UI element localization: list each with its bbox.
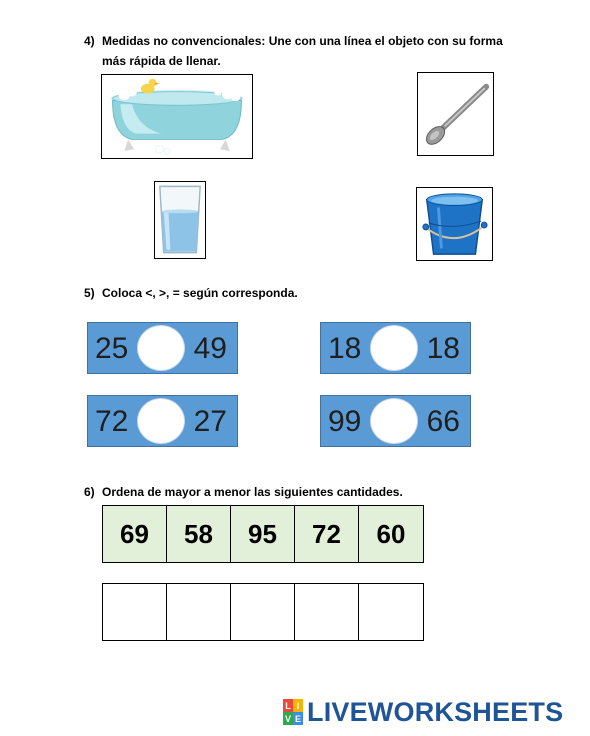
question-number: 4): [84, 34, 95, 48]
left-number: 99: [328, 405, 362, 438]
answer-cell[interactable]: [295, 584, 359, 640]
given-number-cell: 72: [295, 506, 359, 562]
liveworksheets-logo: [283, 697, 563, 727]
left-number: 25: [95, 332, 129, 365]
given-number-cell: 95: [231, 506, 295, 562]
question-6-text: Ordena de mayor a menor las siguientes cantidades.: [102, 485, 403, 499]
comparison-answer-slot[interactable]: [137, 398, 185, 444]
given-number-cell: 58: [167, 506, 231, 562]
comparison-box: [320, 395, 471, 447]
comparison-answer-slot[interactable]: [370, 398, 418, 444]
question-6-title: [84, 482, 403, 502]
bucket-image[interactable]: [416, 187, 493, 261]
comparison-box: [87, 322, 238, 374]
question-number: 5): [84, 286, 95, 300]
glass-of-water-icon: [155, 182, 205, 258]
logo-wordmark: LIVEWORKSHEETS: [307, 696, 564, 727]
comparison-box: [87, 395, 238, 447]
right-number: 27: [193, 405, 227, 438]
right-number: 18: [426, 332, 460, 365]
badge-letter: I: [293, 699, 303, 712]
question-4-text-line-1: Medidas no convencionales: Une con una línea el objeto con su forma: [102, 34, 503, 48]
bathtub-icon: [102, 75, 252, 158]
given-number-cell: 69: [103, 506, 167, 562]
question-number: 6): [84, 485, 95, 499]
bathtub-image[interactable]: [101, 74, 253, 159]
badge-letter: V: [284, 713, 291, 724]
bucket-icon: [417, 188, 492, 260]
spoon-icon: [418, 73, 493, 155]
right-number: 66: [426, 405, 460, 438]
comparison-answer-slot[interactable]: [370, 325, 418, 371]
question-4-text-line-2: más rápida de llenar.: [102, 54, 221, 68]
comparison-box: [320, 322, 471, 374]
left-number: 72: [95, 405, 129, 438]
question-5-title: [84, 283, 298, 303]
answer-cell[interactable]: [103, 584, 167, 640]
answer-cell[interactable]: [231, 584, 295, 640]
left-number: 18: [328, 332, 362, 365]
badge-letter: L: [283, 699, 293, 712]
right-number: 49: [193, 332, 227, 365]
answer-cell[interactable]: [167, 584, 231, 640]
answer-cell[interactable]: [359, 584, 423, 640]
question-4-title: [84, 31, 524, 71]
question-5-text: Coloca <, >, = según corresponda.: [102, 286, 298, 300]
comparison-answer-slot[interactable]: [137, 325, 185, 371]
spoon-image[interactable]: [417, 72, 494, 156]
glass-of-water-image[interactable]: [154, 181, 206, 259]
badge-letter: E: [294, 713, 301, 724]
logo-badge-icon: [283, 699, 303, 725]
given-numbers-row: [102, 505, 424, 563]
ordering-answer-row: [102, 583, 424, 641]
given-number-cell: 60: [359, 506, 423, 562]
